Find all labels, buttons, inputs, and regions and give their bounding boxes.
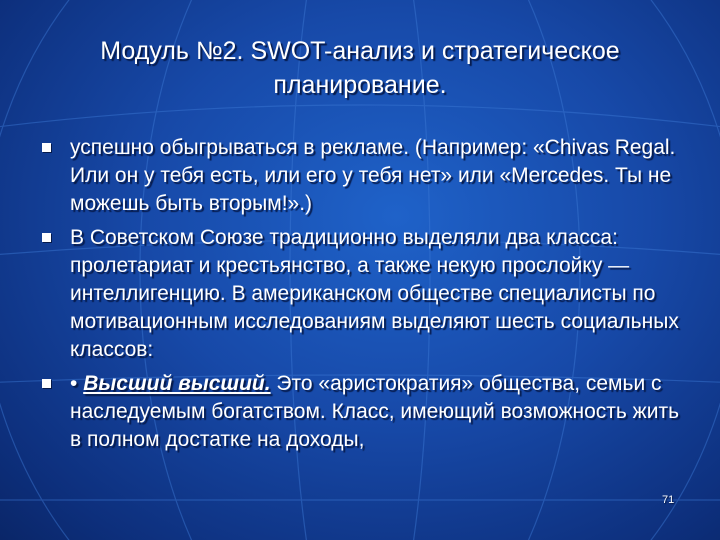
emphasized-term: Высший высший. xyxy=(83,372,271,395)
bullet-rest-text: Это «аристократия» общества, семьи с наследуемым богатством. Класс, имеющий возможность жить в полном достатке на доходы, xyxy=(70,372,680,451)
slide-title xyxy=(40,34,680,102)
square-bullet-icon xyxy=(42,233,51,242)
list-item xyxy=(38,224,688,364)
bullet-text: В Советском Союзе традиционно выделяли два класса: пролетариат и крестьянство, а также некую прослойку — интеллигенцию. В американском обществе специалисты по мотивационным исследованиям выделяют шесть социальных классов: xyxy=(70,226,679,361)
list-item xyxy=(38,134,688,218)
bullet-list xyxy=(38,134,688,460)
list-item xyxy=(38,370,688,454)
square-bullet-icon xyxy=(42,379,51,388)
title-line-2: планирование. xyxy=(273,71,447,99)
inner-bullet-prefix: • xyxy=(70,372,84,395)
page-number: 71 xyxy=(662,494,675,506)
title-line-1: Модуль №2. SWOT-анализ и стратегическое xyxy=(100,37,620,65)
bullet-text xyxy=(70,370,688,454)
square-bullet-icon xyxy=(42,143,51,152)
bullet-text: успешно обыгрываться в рекламе. (Например: «Chivas Regal. Или он у тебя есть, или его у тебя нет» или «Mercedes. Ты не можешь быть вторым!».) xyxy=(70,136,676,215)
